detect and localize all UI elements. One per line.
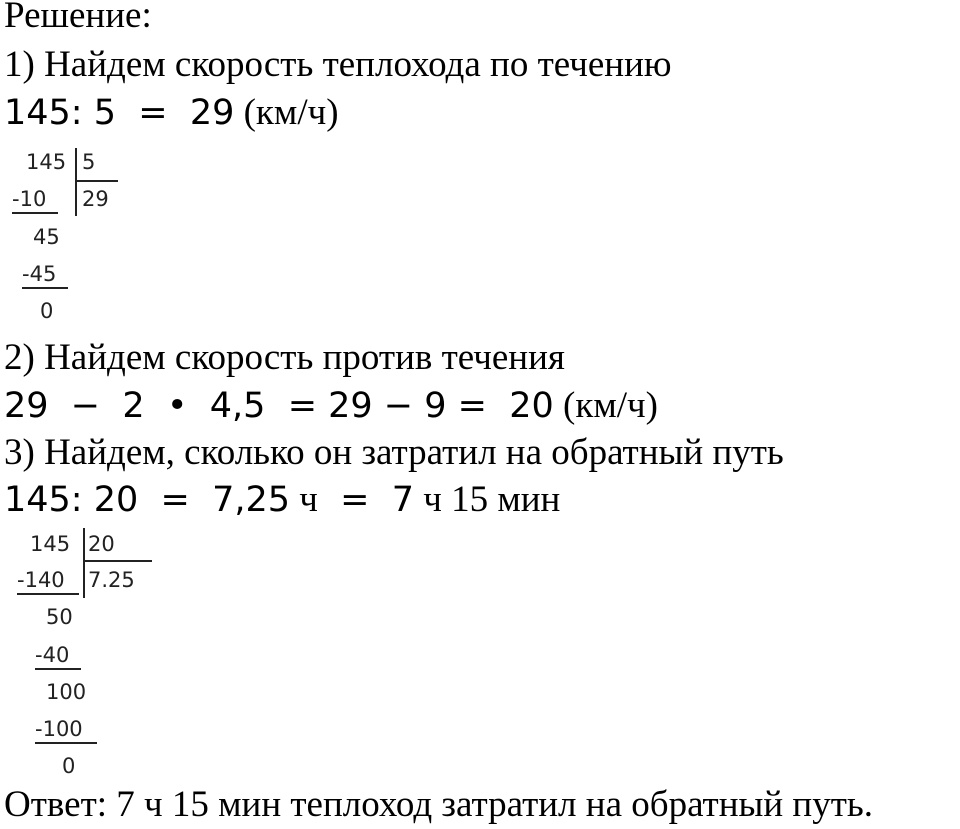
step3-expression-text: 145: 20 = 7,25 <box>4 480 291 520</box>
step2-expression <box>4 384 658 428</box>
step3-eq: = 7 <box>317 480 414 520</box>
step3-title: 3) Найдем, сколько он затратил на обратный путь <box>4 432 784 473</box>
div1-horizontal-bar <box>76 180 118 182</box>
step1-expression-text: 145: 5 = 29 <box>4 93 235 133</box>
solution-heading: Решение: <box>4 0 152 36</box>
div1-underline-2 <box>22 287 68 289</box>
div2-underline-2 <box>35 668 81 670</box>
div1-row-3: -45 <box>22 262 57 286</box>
div1-vertical-bar <box>75 148 77 216</box>
div2-row-3: -40 <box>35 643 70 667</box>
step2-title: 2) Найдем скорость против течения <box>4 337 565 378</box>
div1-row-4: 0 <box>40 299 54 323</box>
step1-expression <box>4 91 339 135</box>
step3-unit-a: ч <box>290 479 318 520</box>
step3-unit-b: ч 15 мин <box>413 479 561 520</box>
step2-expression-text: 29 − 2 • 4,5 = 29 − 9 = 20 <box>4 386 554 426</box>
div2-underline-3 <box>35 742 97 744</box>
step2-unit: (км/ч) <box>553 385 658 426</box>
div2-vertical-bar <box>83 528 85 598</box>
div2-quotient: 7.25 <box>88 568 135 592</box>
div1-quotient: 29 <box>82 187 109 211</box>
div2-dividend: 145 <box>30 532 71 556</box>
div2-divisor: 20 <box>88 532 115 556</box>
div1-row-2: 45 <box>33 225 60 249</box>
step3-expression <box>4 478 560 522</box>
answer-text: Ответ: 7 ч 15 мин теплоход затратил на обратный путь. <box>4 784 874 825</box>
div2-underline-1 <box>17 593 79 595</box>
div1-dividend: 145 <box>26 150 67 174</box>
div1-divisor: 5 <box>82 150 96 174</box>
div2-horizontal-bar <box>84 560 152 562</box>
step1-unit: (км/ч) <box>234 92 339 133</box>
div2-row-2: 50 <box>46 605 73 629</box>
div2-row-6: 0 <box>62 754 76 778</box>
step1-title: 1) Найдем скорость теплохода по течению <box>4 44 672 85</box>
div2-row-4: 100 <box>46 680 87 704</box>
div1-row-1: -10 <box>12 187 47 211</box>
div1-underline-1 <box>12 212 58 214</box>
div2-row-5: -100 <box>35 717 83 741</box>
div2-row-1: -140 <box>17 568 65 592</box>
